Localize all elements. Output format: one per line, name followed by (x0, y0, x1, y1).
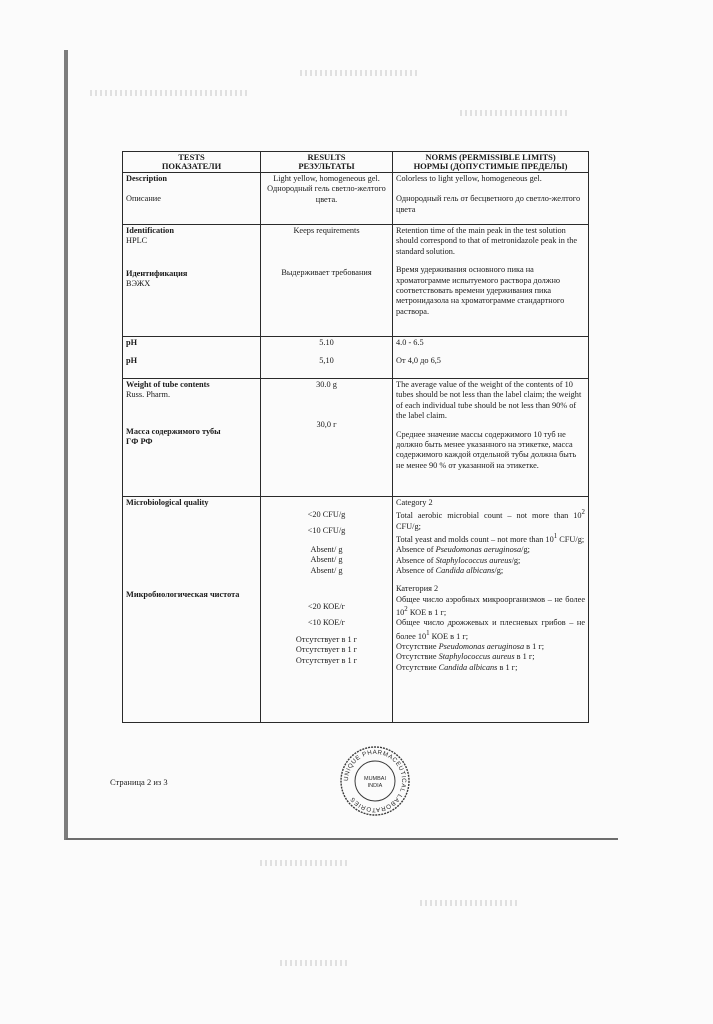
page-edge-shadow (64, 50, 68, 840)
svg-text:INDIA: INDIA (367, 783, 383, 789)
test-cell: Identification HPLC Идентификация ВЭЖХ (123, 225, 261, 337)
scan-noise (280, 960, 350, 966)
table-row-ph (123, 337, 589, 379)
page-number: Страница 2 из 3 (110, 777, 168, 787)
results-table (122, 151, 589, 723)
table-row-microbiology (123, 497, 589, 723)
page-bottom-edge (66, 838, 618, 840)
scan-noise (300, 70, 420, 76)
table-row-weight (123, 379, 589, 497)
table-header-row (123, 152, 589, 173)
scan-noise (260, 860, 350, 866)
norm-cell: The average value of the weight of the contents of 10 tubes should be not less than the label claim; the weight of each individual tube should be not less than 90% of the label claim. Среднее значение массы содержимого 10 туб не должно быть менее указанного на этикетке, масса содержимого каждой отдельной тубы должна быть не менее 90 % от указанной на этикетке. (393, 379, 589, 497)
result-cell: <20 CFU/g <10 CFU/g Absent/ g Absent/ g Absent/ g <20 КОЕ/г <10 КОЕ/г Отсутствует в 1 г Отсутствует в 1 г Отсутствует в 1 г (261, 497, 393, 723)
header-tests: TESTS ПОКАЗАТЕЛИ (123, 152, 261, 173)
svg-text:UNIQUE PHARMACEUTICAL LABORATO: UNIQUE PHARMACEUTICAL LABORATORIES (342, 748, 408, 814)
test-cell: Description Описание (123, 173, 261, 225)
norm-cell: Category 2 Total aerobic microbial count – not more than $10^2$ CFU/g; Total yeast and molds count – not more than $10^1$ CFU/g; Absence of Pseudomonas aeruginosa/g; Absence of Staphylococcus aureus/g; Absence of Candida albicans/g; Категория 2 Общее число аэробных микроорганизмов – не более $10^2$ КОЕ в 1 г; Общее число дрожжевых и плесневых грибов – не более $10^1$ КОЕ в 1 г; Отсутствие Pseudomonas aeruginosa в 1 г; Отсутствие Staphylococcus aureus в 1 г; Отсутствие Candida albicans в 1 г; (393, 497, 589, 723)
scan-noise (460, 110, 570, 116)
svg-text:MUMBAI: MUMBAI (364, 776, 386, 782)
company-seal-stamp (339, 745, 411, 817)
result-cell: 30.0 g 30,0 г (261, 379, 393, 497)
table-row-description (123, 173, 589, 225)
header-results: RESULTS РЕЗУЛЬТАТЫ (261, 152, 393, 173)
test-cell: pH pH (123, 337, 261, 379)
norm-cell: 4.0 - 6.5 От 4,0 до 6,5 (393, 337, 589, 379)
result-cell: 5.10 5,10 (261, 337, 393, 379)
header-norms: NORMS (PERMISSIBLE LIMITS) НОРМЫ (ДОПУСТИМЫЕ ПРЕДЕЛЫ) (393, 152, 589, 173)
test-cell: Microbiological quality Микробиологическая чистота (123, 497, 261, 723)
result-cell: Light yellow, homogeneous gel. Однородный гель светло-желтого цвета. (261, 173, 393, 225)
norm-cell: Colorless to light yellow, homogeneous gel. Однородный гель от бесцветного до светло-желтого цвета (393, 173, 589, 225)
scan-noise (420, 900, 520, 906)
scan-noise (90, 90, 250, 96)
norm-cell: Retention time of the main peak in the test solution should correspond to that of metronidazole peak in the standard solution. Время удерживания основного пика на хроматограмме испытуемого раствора должно соответствовать времени удерживания пика метронидазола на хроматограмме стандартного раствора. (393, 225, 589, 337)
test-cell: Weight of tube contents Russ. Pharm. Масса содержимого тубы ГФ РФ (123, 379, 261, 497)
result-cell: Keeps requirements Выдерживает требования (261, 225, 393, 337)
table-row-identification (123, 225, 589, 337)
